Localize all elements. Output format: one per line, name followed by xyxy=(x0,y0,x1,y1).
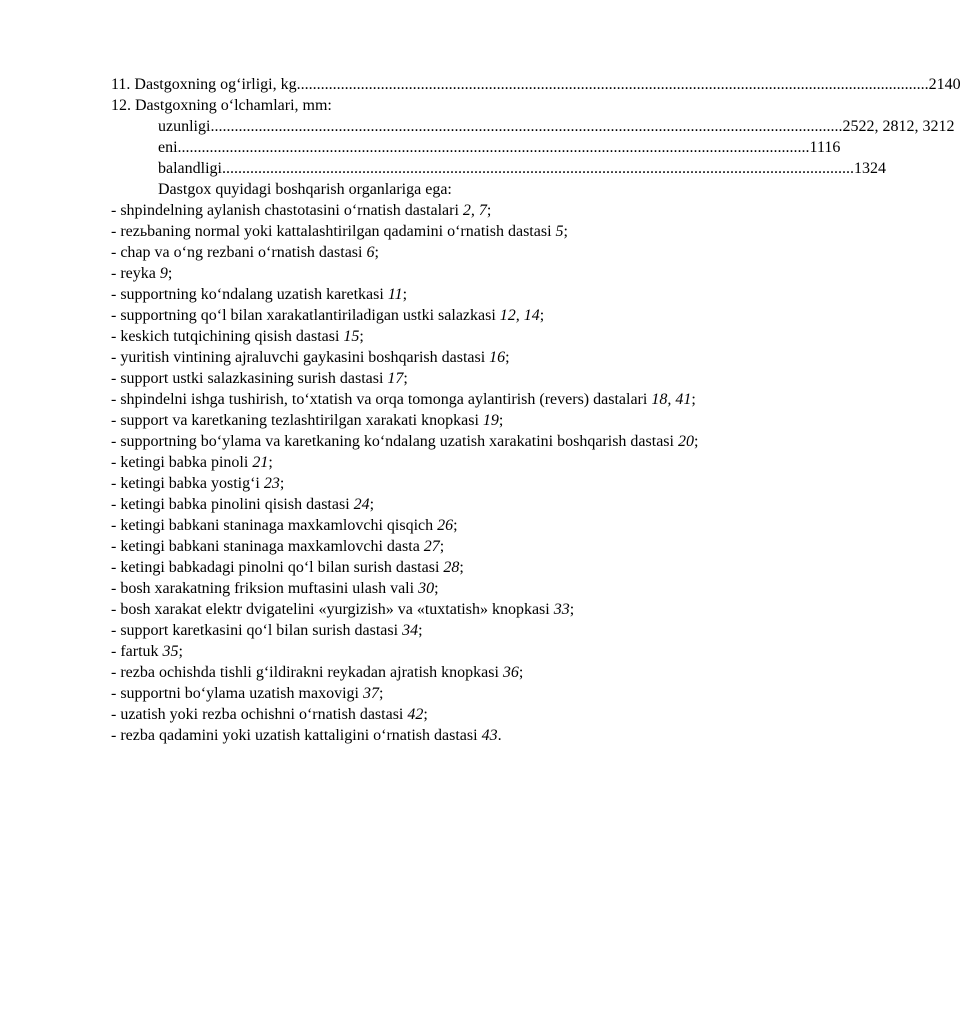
list-item: - supportning ko‘ndalang uzatish karetkasi 11; xyxy=(111,286,408,303)
controls-intro: Dastgox quyidagi boshqarish organlariga ega: xyxy=(158,181,452,198)
list-item: - ketingi babkani staninaga maxkamlovchi qisqich 26; xyxy=(111,517,458,534)
spec-weight-label: 11. Dastgoxning og‘irligi, kg xyxy=(111,76,297,93)
list-item: - ketingi babka pinoli 21; xyxy=(111,454,273,471)
list-item: - rezba qadamini yoki uzatish kattaligini o‘rnatish dastasi 43. xyxy=(111,727,502,744)
list-item: - fartuk 35; xyxy=(111,643,183,660)
spec-height-value: 1324 xyxy=(853,160,886,177)
spec-height-label: balandligi xyxy=(158,160,222,177)
list-item: - ketingi babka yostig‘i 23; xyxy=(111,475,285,492)
list-item: - supportni bo‘ylama uzatish maxovigi 37; xyxy=(111,685,384,702)
spec-length-value: 2522, 2812, 3212 xyxy=(842,118,955,135)
dot-leader: .............................................................................................................................................................. xyxy=(296,76,929,93)
list-item: - keskich tutqichining qisish dastasi 15; xyxy=(111,328,364,345)
list-item: - ketingi babkani staninaga maxkamlovchi dasta 27; xyxy=(111,538,445,555)
list-item: - yuritish vintining ajraluvchi gaykasini boshqarish dastasi 16; xyxy=(111,349,510,366)
spec-height xyxy=(111,158,886,179)
dot-leader: .............................................................................................................................................................. xyxy=(177,139,810,156)
list-item: - supportning qo‘l bilan xarakatlantiriladigan ustki salazkasi 12, 14; xyxy=(111,307,545,324)
list-item: - support va karetkaning tezlashtirilgan xarakati knopkasi 19; xyxy=(111,412,504,429)
list-item: - uzatish yoki rezba ochishni o‘rnatish dastasi 42; xyxy=(111,706,428,723)
list-item: - support karetkasini qo‘l bilan surish dastasi 34; xyxy=(111,622,423,639)
document-page xyxy=(111,74,961,746)
dot-leader: .............................................................................................................................................................. xyxy=(210,118,843,135)
list-item: - rezba ochishda tishli g‘ildirakni reykadan ajratish knopkasi 36; xyxy=(111,664,524,681)
list-item: - rezьbaning normal yoki kattalashtirilgan qadamini o‘rnatish dastasi 5; xyxy=(111,223,568,240)
spec-length xyxy=(111,116,955,137)
list-item: - shpindelning aylanish chastotasini o‘rnatish dastalari 2, 7; xyxy=(111,202,492,219)
spec-width-value: 1116 xyxy=(809,139,841,156)
list-item: - reyka 9; xyxy=(111,265,173,282)
list-item: - bosh xarakat elektr dvigatelini «yurgizish» va «tuxtatish» knopkasi 33; xyxy=(111,601,575,618)
controls-list xyxy=(111,200,743,746)
spec-dimensions-heading: 12. Dastgoxning o‘lchamlari, mm: xyxy=(111,97,332,114)
list-item: - ketingi babka pinolini qisish dastasi 24; xyxy=(111,496,375,513)
spec-width-label: eni xyxy=(158,139,178,156)
spec-weight xyxy=(111,74,961,95)
list-item: - shpindelni ishga tushirish, to‘xtatish va orqa tomonga aylantirish (revers) dastalari 18, 41; xyxy=(111,391,696,408)
list-item: - support ustki salazkasining surish dastasi 17; xyxy=(111,370,408,387)
spec-length-label: uzunligi xyxy=(158,118,211,135)
list-item: - supportning bo‘ylama va karetkaning ko‘ndalang uzatish xarakatini boshqarish dastasi 20; xyxy=(111,433,699,450)
list-item: - bosh xarakatning friksion muftasini ulash vali 30; xyxy=(111,580,439,597)
spec-weight-value: 2140 xyxy=(928,76,961,93)
spec-width xyxy=(111,137,841,158)
dot-leader: .............................................................................................................................................................. xyxy=(221,160,854,177)
list-item: - chap va o‘ng rezbani o‘rnatish dastasi 6; xyxy=(111,244,379,261)
list-item: - ketingi babkadagi pinolni qo‘l bilan surish dastasi 28; xyxy=(111,559,464,576)
